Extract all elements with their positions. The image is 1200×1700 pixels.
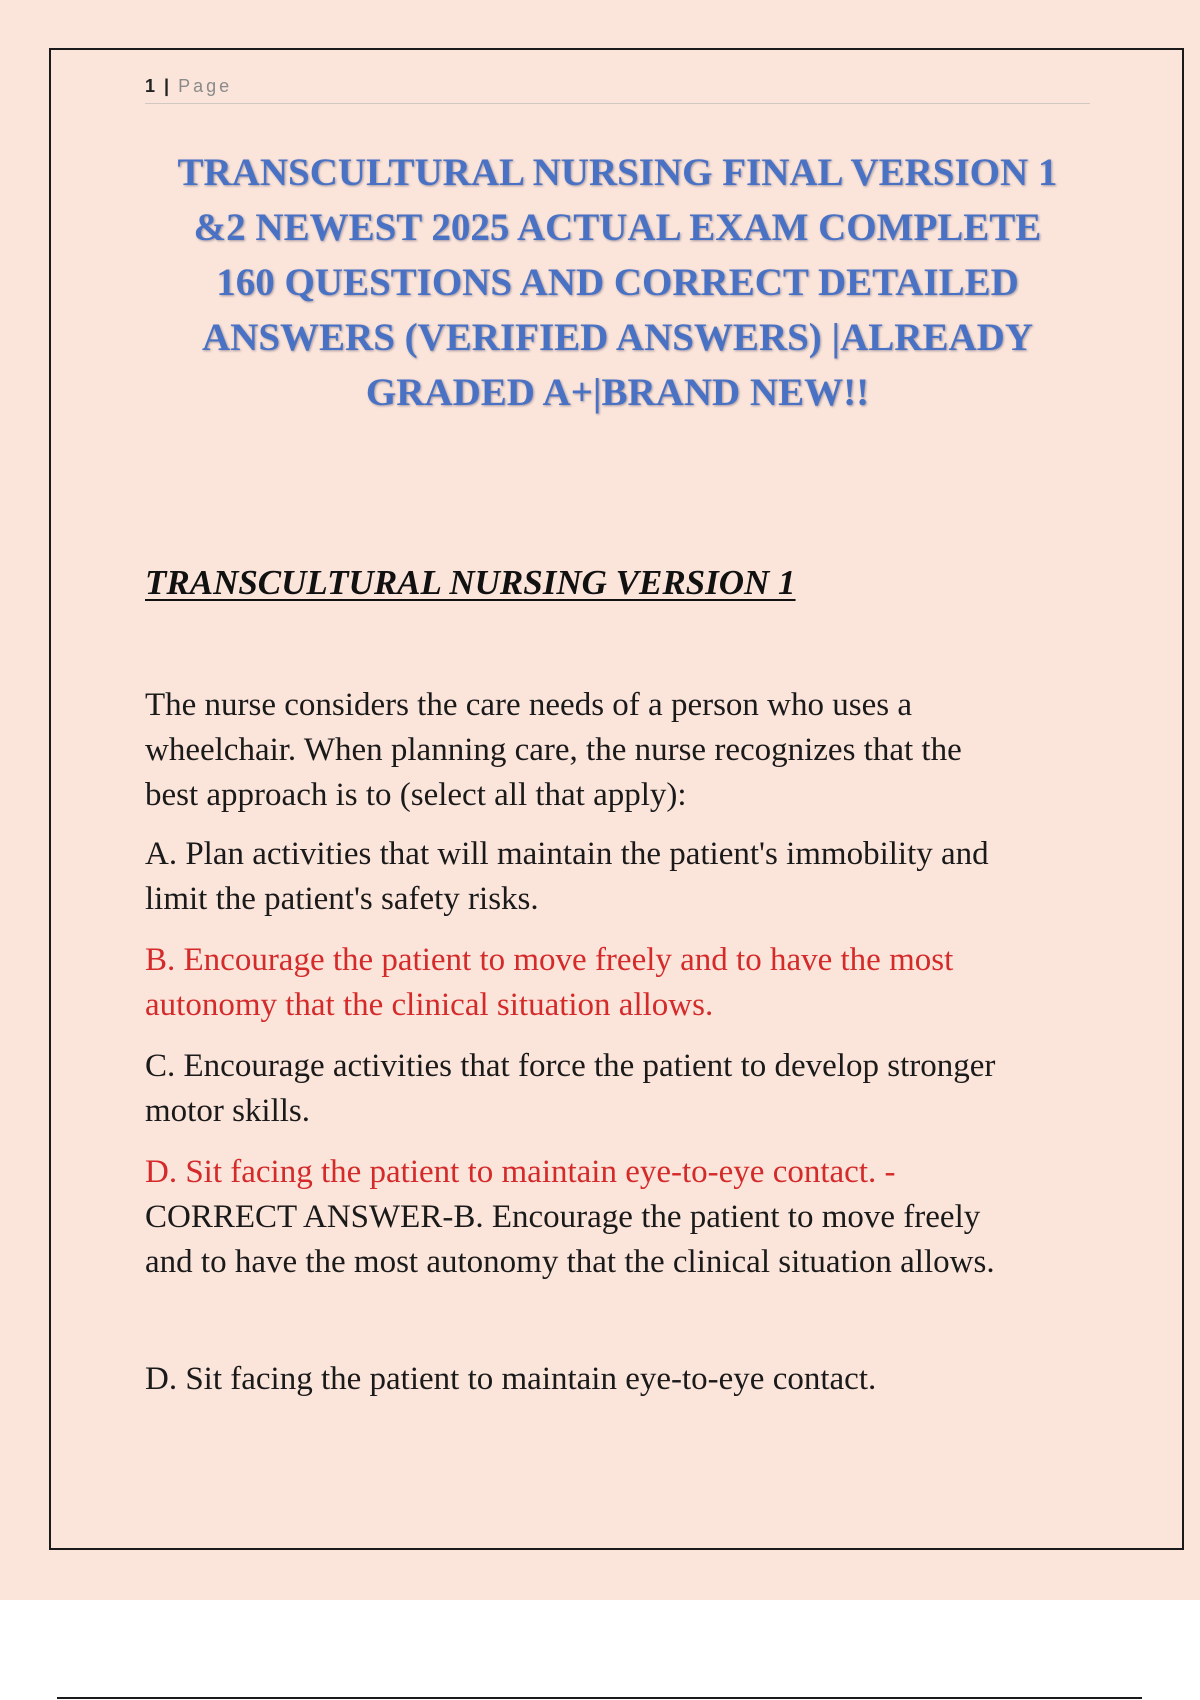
page-number: 1	[145, 76, 156, 96]
footer-rule	[57, 1697, 1142, 1699]
title-line: &2 NEWEST 2025 ACTUAL EXAM COMPLETE	[193, 206, 1042, 249]
section-heading: TRANSCULTURAL NURSING VERSION 1	[145, 563, 796, 602]
page-label: Page	[178, 76, 233, 96]
option-line: limit the patient's safety risks.	[145, 881, 539, 917]
stem-line: The nurse considers the care needs of a person who uses a	[145, 687, 912, 723]
option-line: B. Encourage the patient to move freely and to have the most	[145, 942, 954, 978]
title-line: 160 QUESTIONS AND CORRECT DETAILED	[216, 261, 1019, 304]
page-header	[145, 73, 1090, 104]
question-block	[145, 683, 1095, 1402]
title-line: TRANSCULTURAL NURSING FINAL VERSION 1	[177, 151, 1058, 194]
option-line: autonomy that the clinical situation allows.	[145, 987, 714, 1023]
option-line: motor skills.	[145, 1093, 311, 1129]
option-c	[145, 1044, 1095, 1134]
option-line: A. Plan activities that will maintain the patient's immobility and	[145, 836, 989, 872]
option-b-highlighted	[145, 938, 1095, 1028]
stem-line: wheelchair. When planning care, the nurse recognizes that the	[145, 732, 962, 768]
question-stem	[145, 683, 1095, 818]
title-line: ANSWERS (VERIFIED ANSWERS) |ALREADY	[202, 316, 1033, 359]
option-line: C. Encourage activities that force the patient to develop stronger	[145, 1048, 996, 1084]
trailing-option-d: D. Sit facing the patient to maintain eye-to-eye contact.	[145, 1361, 877, 1397]
correct-answer-line: CORRECT ANSWER-B. Encourage the patient to move freely	[145, 1199, 981, 1235]
option-d-with-answer	[145, 1150, 1095, 1285]
document-title	[145, 145, 1090, 420]
stem-line: best approach is to (select all that apply):	[145, 777, 687, 813]
correct-answer-line: and to have the most autonomy that the clinical situation allows.	[145, 1244, 995, 1280]
page-header-separator: |	[164, 76, 170, 96]
title-line: GRADED A+|BRAND NEW!!	[365, 371, 870, 414]
option-d-highlighted: D. Sit facing the patient to maintain eye-to-eye contact. -	[145, 1154, 896, 1190]
option-a	[145, 832, 1095, 922]
